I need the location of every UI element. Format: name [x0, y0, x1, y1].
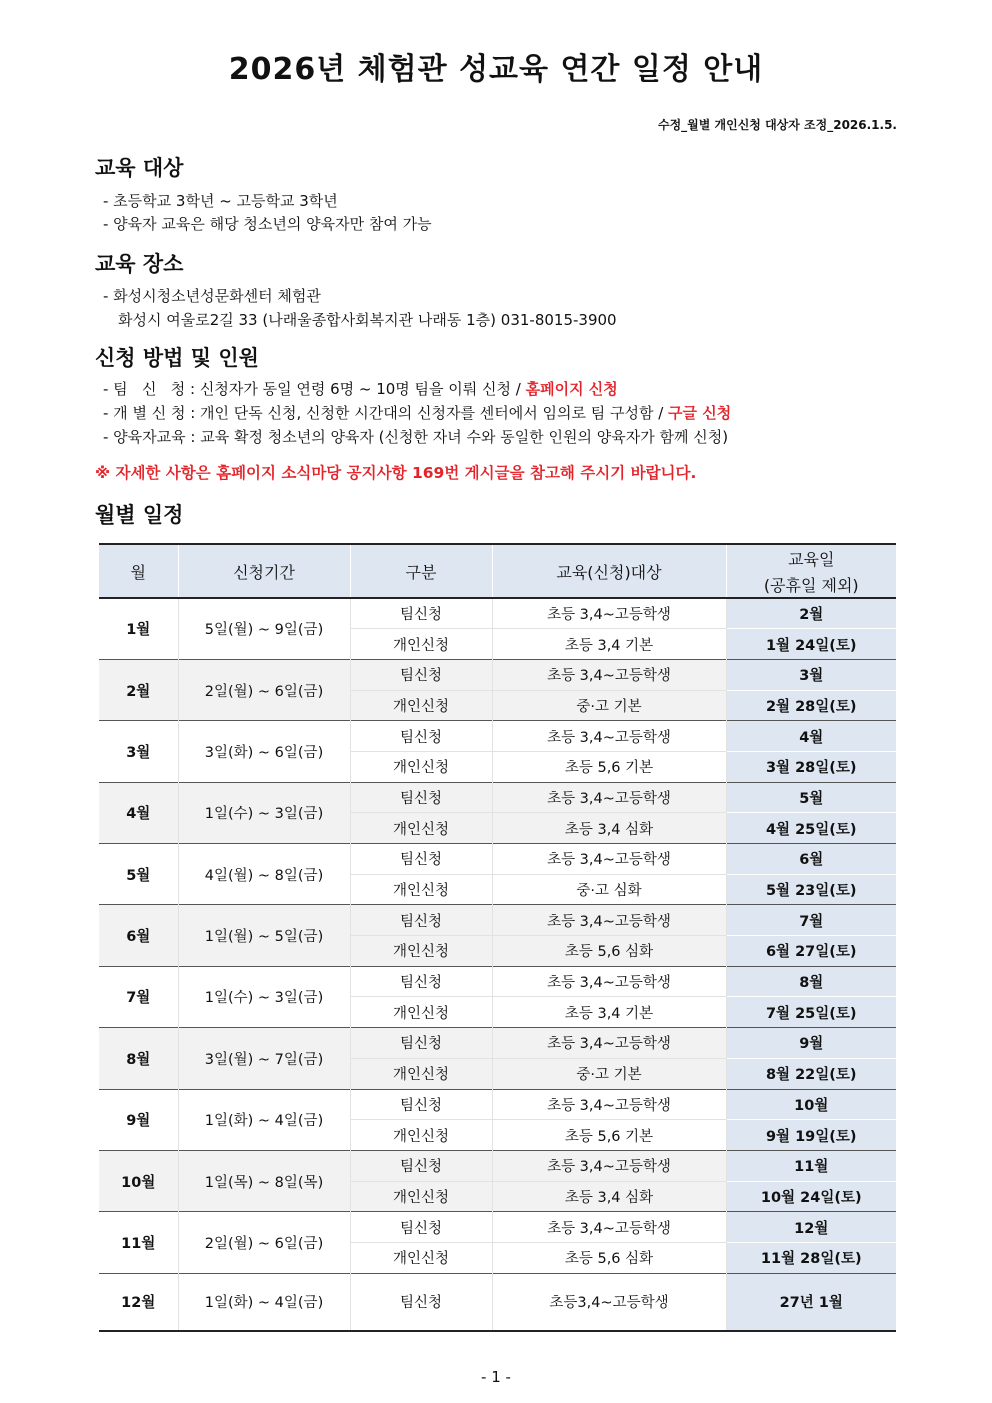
cell-month: 12월: [99, 1273, 178, 1331]
cell-month: 4월: [99, 782, 178, 843]
cell-period: 2일(월) ~ 6일(금): [178, 659, 350, 720]
cell-period: 3일(화) ~ 6일(금): [178, 721, 350, 782]
cell-month: 5월: [99, 844, 178, 905]
cell-target-team: 초등 3,4~고등학생: [492, 598, 726, 629]
cell-kind-team: 팀신청: [350, 598, 492, 629]
cell-period: 1일(화) ~ 4일(금): [178, 1273, 350, 1331]
cell-period: 1일(화) ~ 4일(금): [178, 1089, 350, 1150]
cell-target-team: 초등 3,4~고등학생: [492, 1150, 726, 1181]
cell-edu-indiv: 10월 24일(토): [726, 1181, 896, 1212]
cell-kind-indiv: 개인신청: [350, 1181, 492, 1212]
cell-target-indiv: 중·고 기본: [492, 690, 726, 721]
notice-text: ※ 자세한 사항은 홈페이지 소식마당 공지사항 169번 게시글을 참고해 주시기 바랍니다.: [95, 464, 697, 482]
cell-edu-team: 9월: [726, 1028, 896, 1059]
cell-kind-indiv: 개인신청: [350, 997, 492, 1028]
apply-indiv-line: [103, 402, 731, 423]
revision-note: 수정_월별 개인신청 대상자 조정_2026.1.5.: [657, 118, 897, 132]
cell-edu-indiv: 11월 28일(토): [726, 1242, 896, 1273]
apply-team-text: - 팀 신 청 : 신청자가 동일 연령 6명 ~ 10명 팀을 이뤄 신청 /: [103, 380, 526, 398]
cell-kind-team: 팀신청: [350, 721, 492, 752]
cell-target-indiv: 중·고 심화: [492, 874, 726, 905]
cell-edu-date: 27년 1월: [726, 1273, 896, 1331]
monthly-schedule-table: [99, 543, 896, 1332]
cell-kind-indiv: 개인신청: [350, 690, 492, 721]
cell-target-team: 초등 3,4~고등학생: [492, 782, 726, 813]
cell-edu-team: 5월: [726, 782, 896, 813]
cell-edu-indiv: 1월 24일(토): [726, 629, 896, 660]
table-row: [99, 1028, 896, 1059]
cell-kind-indiv: 개인신청: [350, 936, 492, 967]
cell-month: 2월: [99, 659, 178, 720]
section-heading-schedule: 월별 일정: [95, 503, 184, 527]
page-title: 2026년 체험관 성교육 연간 일정 안내: [228, 52, 764, 87]
table-row: [99, 1150, 896, 1181]
cell-target: 초등3,4~고등학생: [492, 1273, 726, 1331]
cell-edu-team: 12월: [726, 1212, 896, 1243]
cell-edu-team: 6월: [726, 844, 896, 875]
table-row: [99, 844, 896, 875]
cell-target-team: 초등 3,4~고등학생: [492, 1089, 726, 1120]
table-row: [99, 721, 896, 752]
cell-target-indiv: 초등 3,4 심화: [492, 1181, 726, 1212]
cell-kind-team: 팀신청: [350, 1089, 492, 1120]
cell-month: 3월: [99, 721, 178, 782]
cell-period: 1일(월) ~ 5일(금): [178, 905, 350, 966]
cell-period: 5일(월) ~ 9일(금): [178, 598, 350, 659]
cell-kind-team: 팀신청: [350, 905, 492, 936]
cell-month: 10월: [99, 1150, 178, 1211]
cell-kind-team: 팀신청: [350, 1028, 492, 1059]
table-row-december: [99, 1273, 896, 1331]
header-kind: 구분: [350, 544, 492, 598]
cell-kind-indiv: 개인신청: [350, 1058, 492, 1089]
cell-edu-indiv: 7월 25일(토): [726, 997, 896, 1028]
target-line-2: - 양육자 교육은 해당 청소년의 양육자만 참여 가능: [103, 215, 432, 233]
header-period: 신청기간: [178, 544, 350, 598]
table-row: [99, 782, 896, 813]
cell-edu-indiv: 8월 22일(토): [726, 1058, 896, 1089]
cell-target-indiv: 초등 5,6 기본: [492, 1120, 726, 1151]
header-edu-date: 교육일 (공휴일 제외): [726, 544, 896, 598]
cell-edu-team: 4월: [726, 721, 896, 752]
target-line-1: - 초등학교 3학년 ~ 고등학교 3학년: [103, 192, 338, 210]
cell-month: 7월: [99, 966, 178, 1027]
cell-target-indiv: 초등 5,6 심화: [492, 1242, 726, 1273]
cell-month: 11월: [99, 1212, 178, 1273]
cell-edu-team: 11월: [726, 1150, 896, 1181]
cell-target-indiv: 중·고 기본: [492, 1058, 726, 1089]
cell-target-indiv: 초등 5,6 심화: [492, 936, 726, 967]
cell-period: 1일(수) ~ 3일(금): [178, 966, 350, 1027]
cell-edu-indiv: 3월 28일(토): [726, 751, 896, 782]
table-row: [99, 966, 896, 997]
cell-target-team: 초등 3,4~고등학생: [492, 721, 726, 752]
cell-target-indiv: 초등 5,6 기본: [492, 751, 726, 782]
section-heading-apply: 신청 방법 및 인원: [95, 346, 259, 370]
cell-edu-team: 8월: [726, 966, 896, 997]
table-header-row: [99, 544, 896, 598]
cell-kind-indiv: 개인신청: [350, 813, 492, 844]
table-body: [99, 598, 896, 1331]
cell-period: 2일(월) ~ 6일(금): [178, 1212, 350, 1273]
homepage-apply-link[interactable]: 홈페이지 신청: [525, 380, 618, 398]
cell-period: 1일(수) ~ 3일(금): [178, 782, 350, 843]
cell-target-team: 초등 3,4~고등학생: [492, 844, 726, 875]
cell-kind-team: 팀신청: [350, 782, 492, 813]
cell-period: 3일(월) ~ 7일(금): [178, 1028, 350, 1089]
cell-kind-indiv: 개인신청: [350, 629, 492, 660]
place-line-2: 화성시 여울로2길 33 (나래울종합사회복지관 나래동 1층) 031-8015-3900: [118, 311, 617, 329]
cell-edu-indiv: 5월 23일(토): [726, 874, 896, 905]
cell-month: 9월: [99, 1089, 178, 1150]
table-row: [99, 598, 896, 629]
cell-kind-team: 팀신청: [350, 1212, 492, 1243]
cell-kind-team: 팀신청: [350, 966, 492, 997]
cell-edu-indiv: 4월 25일(토): [726, 813, 896, 844]
place-line-1: - 화성시청소년성문화센터 체험관: [103, 287, 321, 305]
cell-kind-team: 팀신청: [350, 659, 492, 690]
cell-target-team: 초등 3,4~고등학생: [492, 1028, 726, 1059]
table-row: [99, 1089, 896, 1120]
cell-target-indiv: 초등 3,4 심화: [492, 813, 726, 844]
cell-target-indiv: 초등 3,4 기본: [492, 997, 726, 1028]
cell-target-indiv: 초등 3,4 기본: [492, 629, 726, 660]
cell-period: 4일(월) ~ 8일(금): [178, 844, 350, 905]
cell-edu-indiv: 6월 27일(토): [726, 936, 896, 967]
apply-parent-line: - 양육자교육 : 교육 확정 청소년의 양육자 (신청한 자녀 수와 동일한 인원의 양육자가 함께 신청): [103, 428, 729, 446]
table-row: [99, 905, 896, 936]
cell-kind-team: 팀신청: [350, 1150, 492, 1181]
cell-target-team: 초등 3,4~고등학생: [492, 659, 726, 690]
cell-month: 8월: [99, 1028, 178, 1089]
cell-period: 1일(목) ~ 8일(목): [178, 1150, 350, 1211]
cell-kind-indiv: 개인신청: [350, 751, 492, 782]
table-row: [99, 1212, 896, 1243]
cell-edu-team: 2월: [726, 598, 896, 629]
section-heading-target: 교육 대상: [95, 156, 184, 180]
header-month: 월: [99, 544, 178, 598]
cell-kind: 팀신청: [350, 1273, 492, 1331]
cell-edu-indiv: 2월 28일(토): [726, 690, 896, 721]
page-number: - 1 -: [481, 1368, 511, 1386]
google-apply-link[interactable]: 구글 신청: [668, 404, 732, 422]
cell-kind-indiv: 개인신청: [350, 874, 492, 905]
cell-edu-team: 3월: [726, 659, 896, 690]
section-heading-place: 교육 장소: [95, 252, 184, 276]
apply-indiv-text: - 개 별 신 청 : 개인 단독 신청, 신청한 시간대의 신청자를 센터에서 임의로 팀 구성함 /: [103, 404, 669, 422]
cell-kind-team: 팀신청: [350, 844, 492, 875]
cell-target-team: 초등 3,4~고등학생: [492, 905, 726, 936]
cell-month: 1월: [99, 598, 178, 659]
apply-team-line: [103, 378, 618, 399]
cell-month: 6월: [99, 905, 178, 966]
cell-target-team: 초등 3,4~고등학생: [492, 1212, 726, 1243]
cell-edu-team: 7월: [726, 905, 896, 936]
cell-edu-indiv: 9월 19일(토): [726, 1120, 896, 1151]
cell-kind-indiv: 개인신청: [350, 1242, 492, 1273]
header-target: 교육(신청)대상: [492, 544, 726, 598]
cell-kind-indiv: 개인신청: [350, 1120, 492, 1151]
table-row: [99, 659, 896, 690]
cell-edu-team: 10월: [726, 1089, 896, 1120]
cell-target-team: 초등 3,4~고등학생: [492, 966, 726, 997]
